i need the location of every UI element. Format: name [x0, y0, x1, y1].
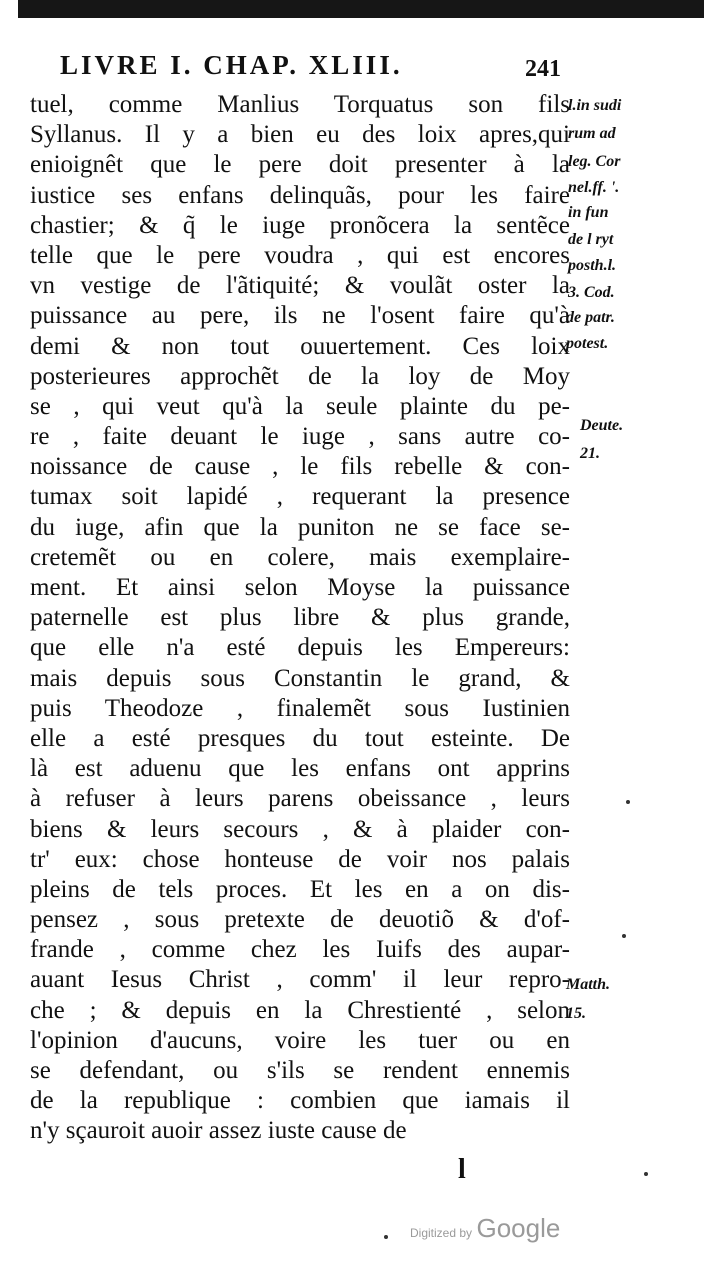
text-line: iustice ses enfans delinquãs, pour les faire	[30, 181, 570, 209]
text-line: tumax soit lapidé , requerant la presence	[30, 483, 570, 511]
google-logo: Google	[476, 1213, 561, 1243]
margin-note: 21.	[580, 445, 600, 462]
text-line: che ; & depuis en la Chrestienté , selon	[30, 996, 570, 1024]
text-line: là est aduenu que les enfans ont apprins	[30, 755, 570, 783]
text-line: noissance de cause , le fils rebelle & con-	[30, 453, 570, 481]
text-line: se defendant, ou s'ils se rendent ennemis	[30, 1057, 570, 1084]
top-border-rule	[18, 0, 704, 18]
margin-note: l.in sudi	[568, 97, 622, 114]
text-line: à refuser à leurs parens obeissance , leurs	[30, 785, 570, 813]
margin-note: de patr.	[566, 309, 615, 326]
text-line: mais depuis sous Constantin le grand, &	[30, 664, 570, 692]
text-line: re , faite deuant le iuge , sans autre co-	[30, 423, 570, 451]
margin-note: in fun	[568, 204, 609, 221]
text-line: l'opinion d'aucuns, voire les tuer ou en	[30, 1026, 570, 1054]
text-line: puis Theodoze , finalemẽt sous Iustinien	[30, 694, 570, 722]
margin-note: de l ryt	[568, 231, 614, 248]
text-line: chastier; & q̃ le iuge pronõcera la sentẽce	[30, 211, 570, 239]
text-line: tr' eux: chose honteuse de voir nos palais	[30, 845, 570, 873]
watermark-prefix: Digitized by	[410, 1226, 473, 1240]
margin-note: 3. Cod.	[568, 284, 615, 301]
text-line: enioignêt que le pere doit presenter à la	[30, 151, 570, 179]
margin-note: posth.l.	[568, 257, 617, 274]
margin-note: nel.ff. '.	[568, 179, 620, 196]
text-line: demi & non tout ouuertement. Ces loix	[30, 332, 570, 360]
text-line: auant Iesus Christ , comm' il leur repro-	[30, 966, 570, 994]
text-line: se , qui veut qu'à la seule plainte du pe-	[30, 392, 570, 420]
text-line: elle a esté presques du tout esteinte. De	[30, 724, 570, 752]
ink-speck	[626, 800, 630, 804]
ink-speck	[622, 934, 626, 938]
running-header	[60, 50, 580, 88]
text-line: cretemẽt ou en colere, mais exemplaire-	[30, 543, 570, 571]
text-line: telle que le pere voudra , qui est encores	[30, 241, 570, 269]
page-number: 241	[525, 56, 561, 82]
margin-note: rum ad	[568, 125, 616, 142]
text-line: paternelle est plus libre & plus grande,	[30, 604, 570, 632]
text-line: pleins de tels proces. Et les en a on dis-	[30, 875, 570, 903]
text-line: biens & leurs secours , & à plaider con-	[30, 815, 570, 843]
margin-note: leg. Cor	[568, 153, 621, 170]
text-line: pensez , sous pretexte de deuotiõ & d'of-	[30, 906, 570, 934]
running-title: LIVRE I. CHAP. XLIII.	[60, 50, 403, 80]
text-line: du iuge, afin que la puniton ne se face se-	[30, 513, 570, 541]
text-line: tuel, comme Manlius Torquatus son fils	[30, 91, 570, 118]
text-line: posterieures approchẽt de la loy de Moy	[30, 362, 570, 390]
catchword: l	[458, 1154, 466, 1185]
text-line: de la republique : combien que iamais il	[30, 1087, 570, 1115]
text-line: vn vestige de l'ãtiquité; & voulãt oster la	[30, 272, 570, 300]
digitization-watermark	[410, 1213, 560, 1244]
margin-note: Matth.	[566, 976, 611, 993]
text-line: n'y sçauroit auoir assez iuste cause de	[30, 1117, 407, 1145]
text-line: Syllanus. Il y a bien eu des loix apres,qui	[30, 121, 570, 149]
text-line: puissance au pere, ils ne l'osent faire qu'à	[30, 302, 570, 330]
margin-note: Deute.	[580, 417, 624, 434]
text-line: ment. Et ainsi selon Moyse la puissance	[30, 574, 570, 601]
text-line: que elle n'a esté depuis les Empereurs:	[30, 634, 570, 662]
ink-speck	[644, 1172, 648, 1176]
margin-note: potest.	[566, 335, 609, 352]
margin-note: 15.	[566, 1005, 586, 1022]
ink-speck	[384, 1235, 388, 1239]
text-line: frande , comme chez les Iuifs des aupar-	[30, 936, 570, 964]
body-text	[30, 90, 570, 1147]
